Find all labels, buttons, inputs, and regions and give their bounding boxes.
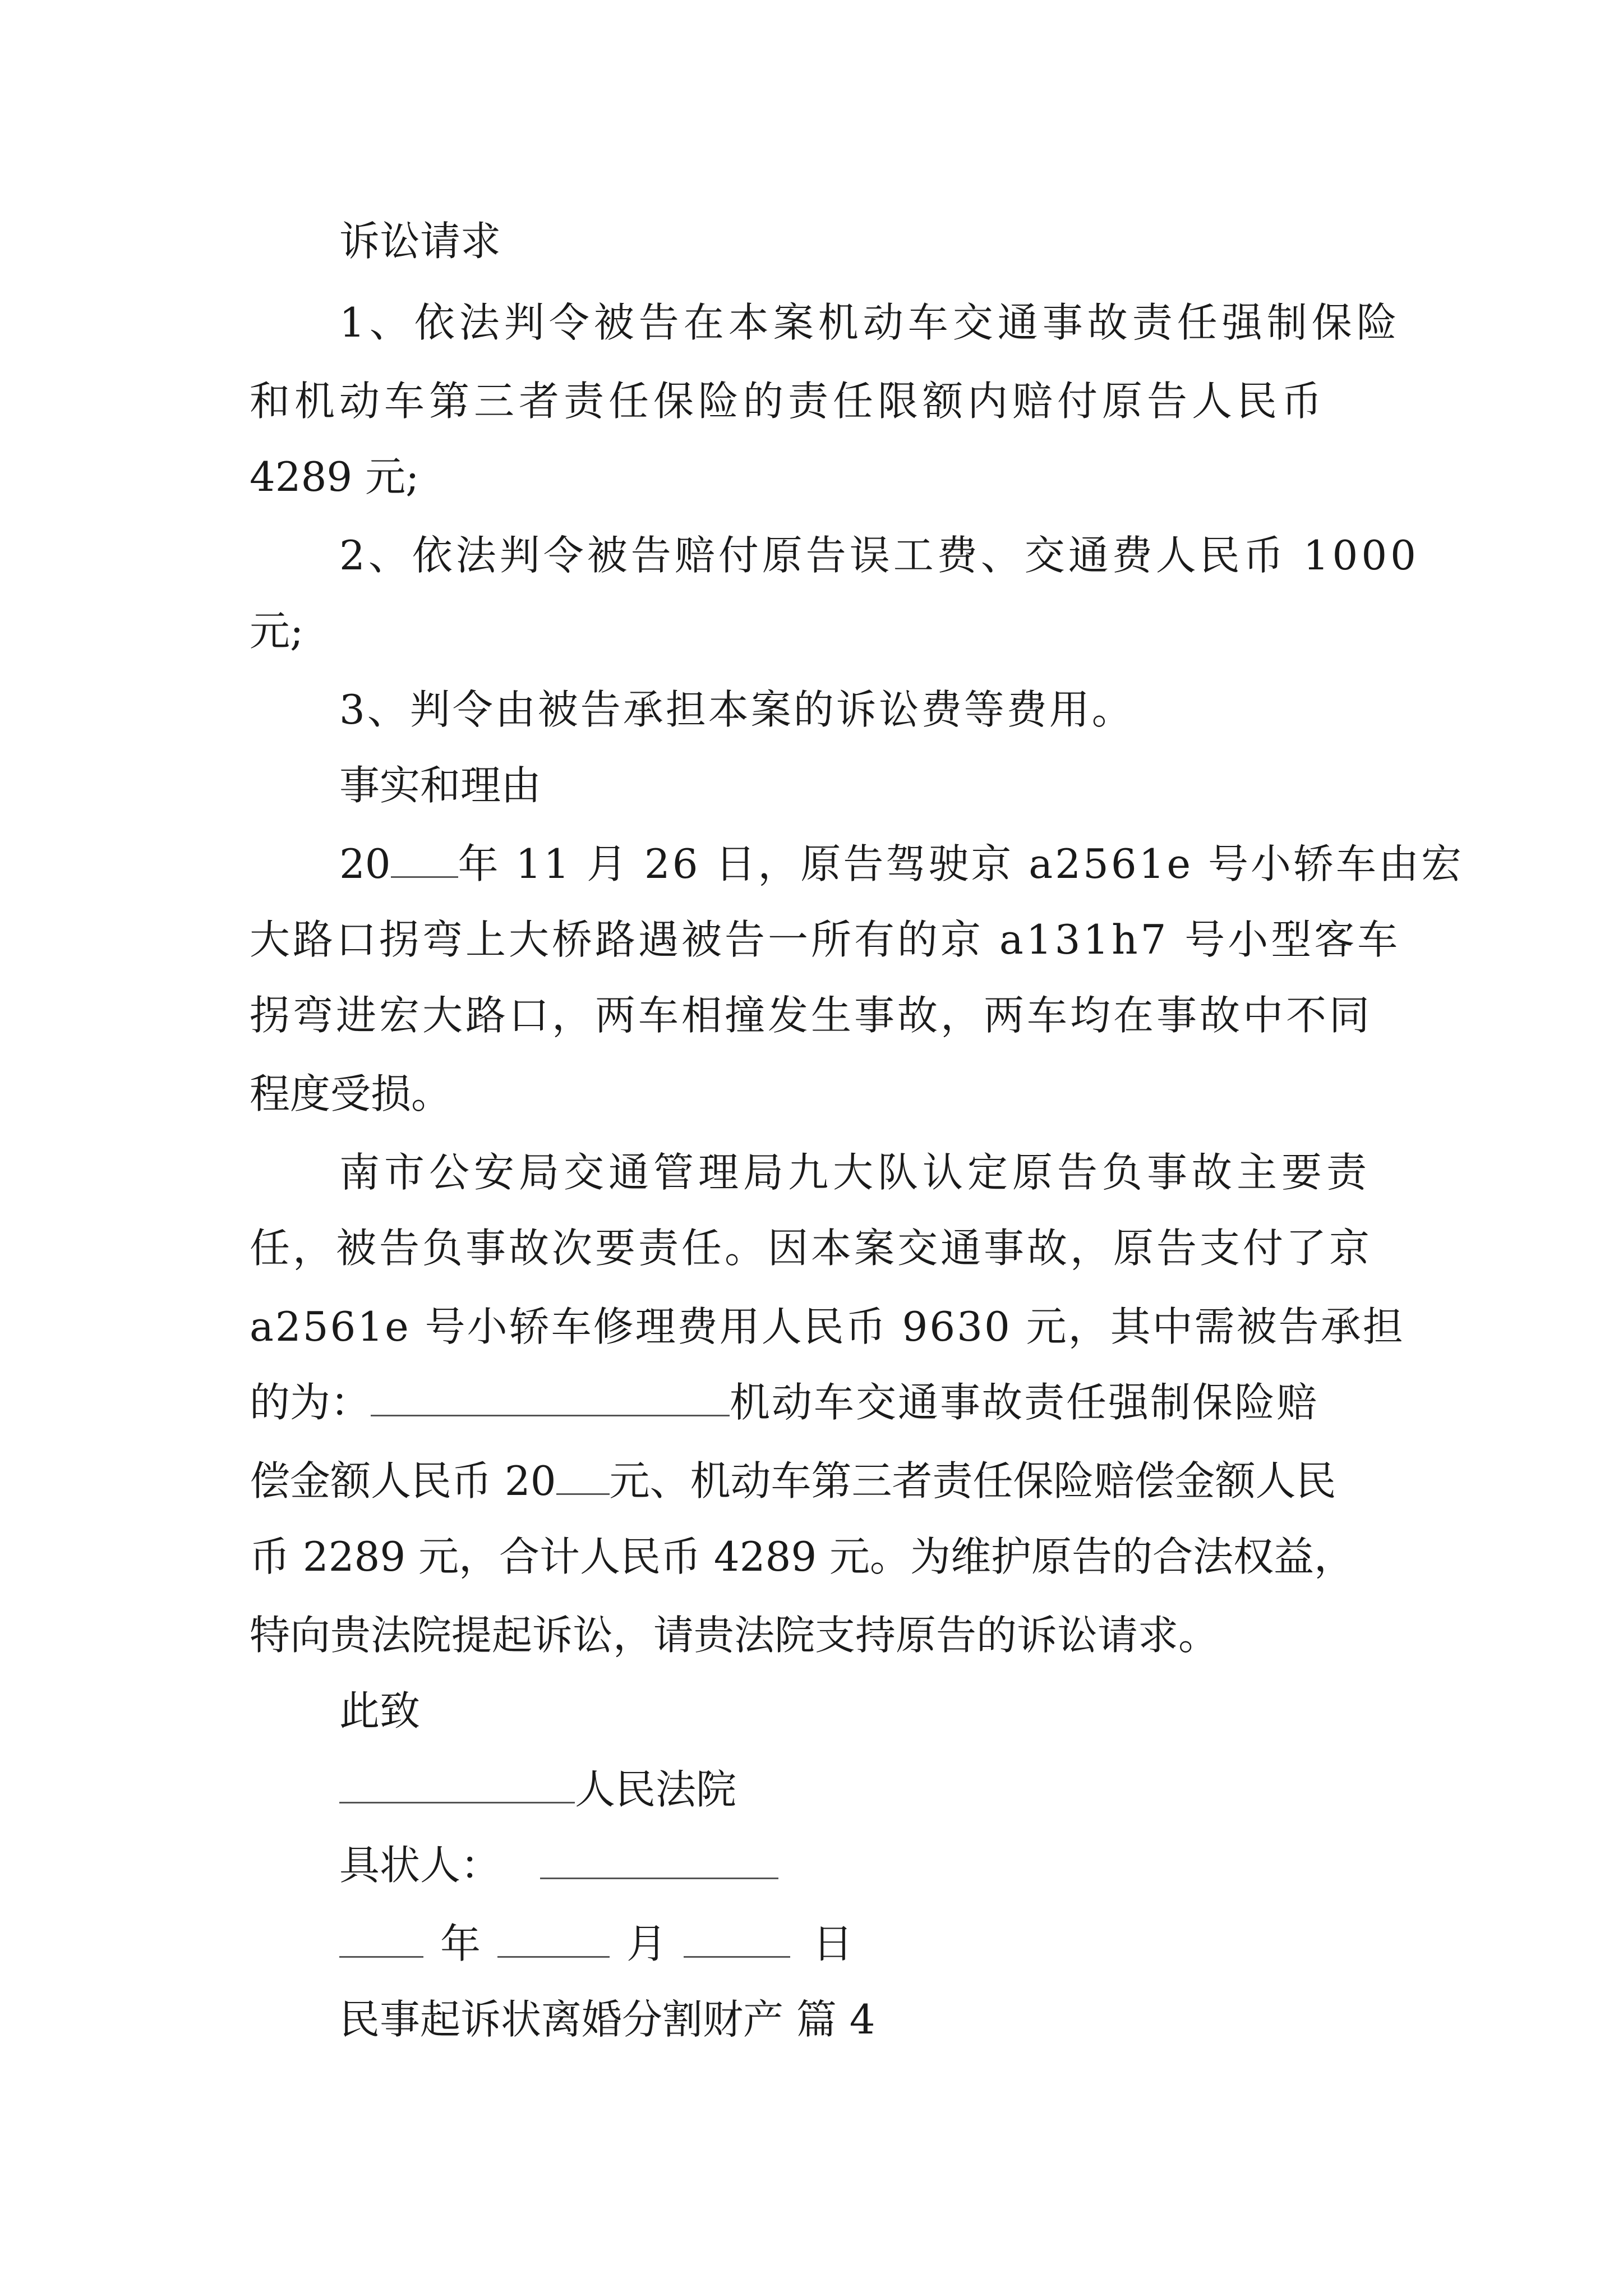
claim-1-text-2: 和机动车第三者责任保险的责任限额内赔付原告人民币 bbox=[250, 378, 1327, 425]
facts-2-text-2: 任，被告负事故次要责任。因本案交通事故，原告支付了京 bbox=[250, 1225, 1373, 1272]
claim-1-text-1: 1、依法判令被告在本案机动车交通事故责任强制保险 bbox=[339, 299, 1401, 346]
year-field-blank bbox=[339, 1917, 423, 1958]
claim-1-text-3: 4289 元; bbox=[250, 453, 419, 500]
facts-1-year-prefix: 20 bbox=[339, 840, 391, 887]
heading-facts-text: 事实和理由 bbox=[339, 762, 542, 809]
salutation-text: 此致 bbox=[339, 1687, 421, 1734]
facts-2-line-4 bbox=[0, 1369, 1623, 1436]
claim-2-text-2: 元; bbox=[250, 608, 304, 655]
claim-1-line-2 bbox=[0, 367, 1623, 435]
facts-2-text-3: a2561e 号小轿车修理费用人民币 9630 元，其中需被告承担 bbox=[250, 1303, 1405, 1350]
amount-year-blank bbox=[556, 1454, 610, 1495]
heading-claims-text: 诉讼请求 bbox=[339, 218, 501, 265]
facts-2-text-4b: 机动车交通事故责任强制保险赔 bbox=[730, 1379, 1319, 1426]
facts-1-text-1: 年 11 月 26 日，原告驾驶京 a2561e 号小轿车由宏 bbox=[458, 840, 1464, 887]
signer-label: 具状人： bbox=[339, 1842, 501, 1889]
year-blank bbox=[391, 837, 458, 878]
facts-2-line-1 bbox=[0, 1139, 1623, 1206]
court-line bbox=[0, 1756, 1623, 1823]
heading-claims bbox=[0, 208, 1623, 275]
facts-1-line-3 bbox=[0, 982, 1623, 1049]
next-section-title bbox=[0, 1986, 1623, 2053]
facts-2-text-4a: 的为： bbox=[250, 1379, 371, 1426]
court-name-blank bbox=[339, 1763, 575, 1803]
signer-blank bbox=[540, 1838, 778, 1879]
claim-2-line-1 bbox=[0, 522, 1623, 589]
date-year-label: 年 bbox=[440, 1920, 481, 1967]
next-section-title-text: 民事起诉状离婚分割财产 篇 4 bbox=[339, 1996, 875, 2043]
facts-1-text-4: 程度受损。 bbox=[250, 1070, 452, 1117]
facts-1-line-2 bbox=[0, 906, 1623, 973]
facts-2-text-7: 特向贵法院提起诉讼，请贵法院支持原告的诉讼请求。 bbox=[250, 1612, 1219, 1659]
date-month-label: 月 bbox=[626, 1920, 667, 1967]
date-line bbox=[0, 1910, 1623, 1977]
month-field-blank bbox=[497, 1917, 610, 1958]
facts-1-text-2: 大路口拐弯上大桥路遇被告一所有的京 a131h7 号小型客车 bbox=[250, 916, 1401, 963]
claim-3-line-1 bbox=[0, 676, 1623, 743]
signer-line bbox=[0, 1832, 1623, 1899]
claim-1-line-3 bbox=[0, 443, 1623, 510]
facts-1-line-4 bbox=[0, 1060, 1623, 1128]
facts-2-text-6: 币 2289 元，合计人民币 4289 元。为维护原告的合法权益， bbox=[250, 1533, 1355, 1580]
facts-2-line-7 bbox=[0, 1602, 1623, 1669]
court-suffix-text: 人民法院 bbox=[575, 1766, 737, 1813]
facts-2-line-2 bbox=[0, 1214, 1623, 1282]
claim-3-text-1: 3、判令由被告承担本案的诉讼费等费用。 bbox=[339, 686, 1135, 733]
facts-2-text-1: 南市公安局交通管理局九大队认定原告负事故主要责 bbox=[339, 1149, 1372, 1196]
heading-facts bbox=[0, 752, 1623, 819]
facts-2-line-5 bbox=[0, 1447, 1623, 1515]
facts-1-text-3: 拐弯进宏大路口，两车相撞发生事故，两车均在事故中不同 bbox=[250, 992, 1373, 1039]
date-day-label: 日 bbox=[813, 1920, 854, 1967]
claim-2-line-2 bbox=[0, 597, 1623, 665]
claim-2-text-1: 2、依法判令被告赔付原告误工费、交通费人民币 1000 bbox=[339, 532, 1419, 579]
day-field-blank bbox=[684, 1917, 790, 1958]
facts-2-line-6 bbox=[0, 1523, 1623, 1590]
salutation bbox=[0, 1677, 1623, 1745]
facts-2-text-5b: 元、机动车第三者责任保险赔偿金额人民 bbox=[609, 1457, 1336, 1504]
facts-2-line-3 bbox=[0, 1293, 1623, 1360]
facts-1-line-1 bbox=[0, 830, 1623, 898]
amount-blank bbox=[371, 1375, 730, 1416]
claim-1-line-1 bbox=[0, 289, 1623, 356]
facts-2-text-5a: 偿金额人民币 20 bbox=[250, 1457, 556, 1504]
